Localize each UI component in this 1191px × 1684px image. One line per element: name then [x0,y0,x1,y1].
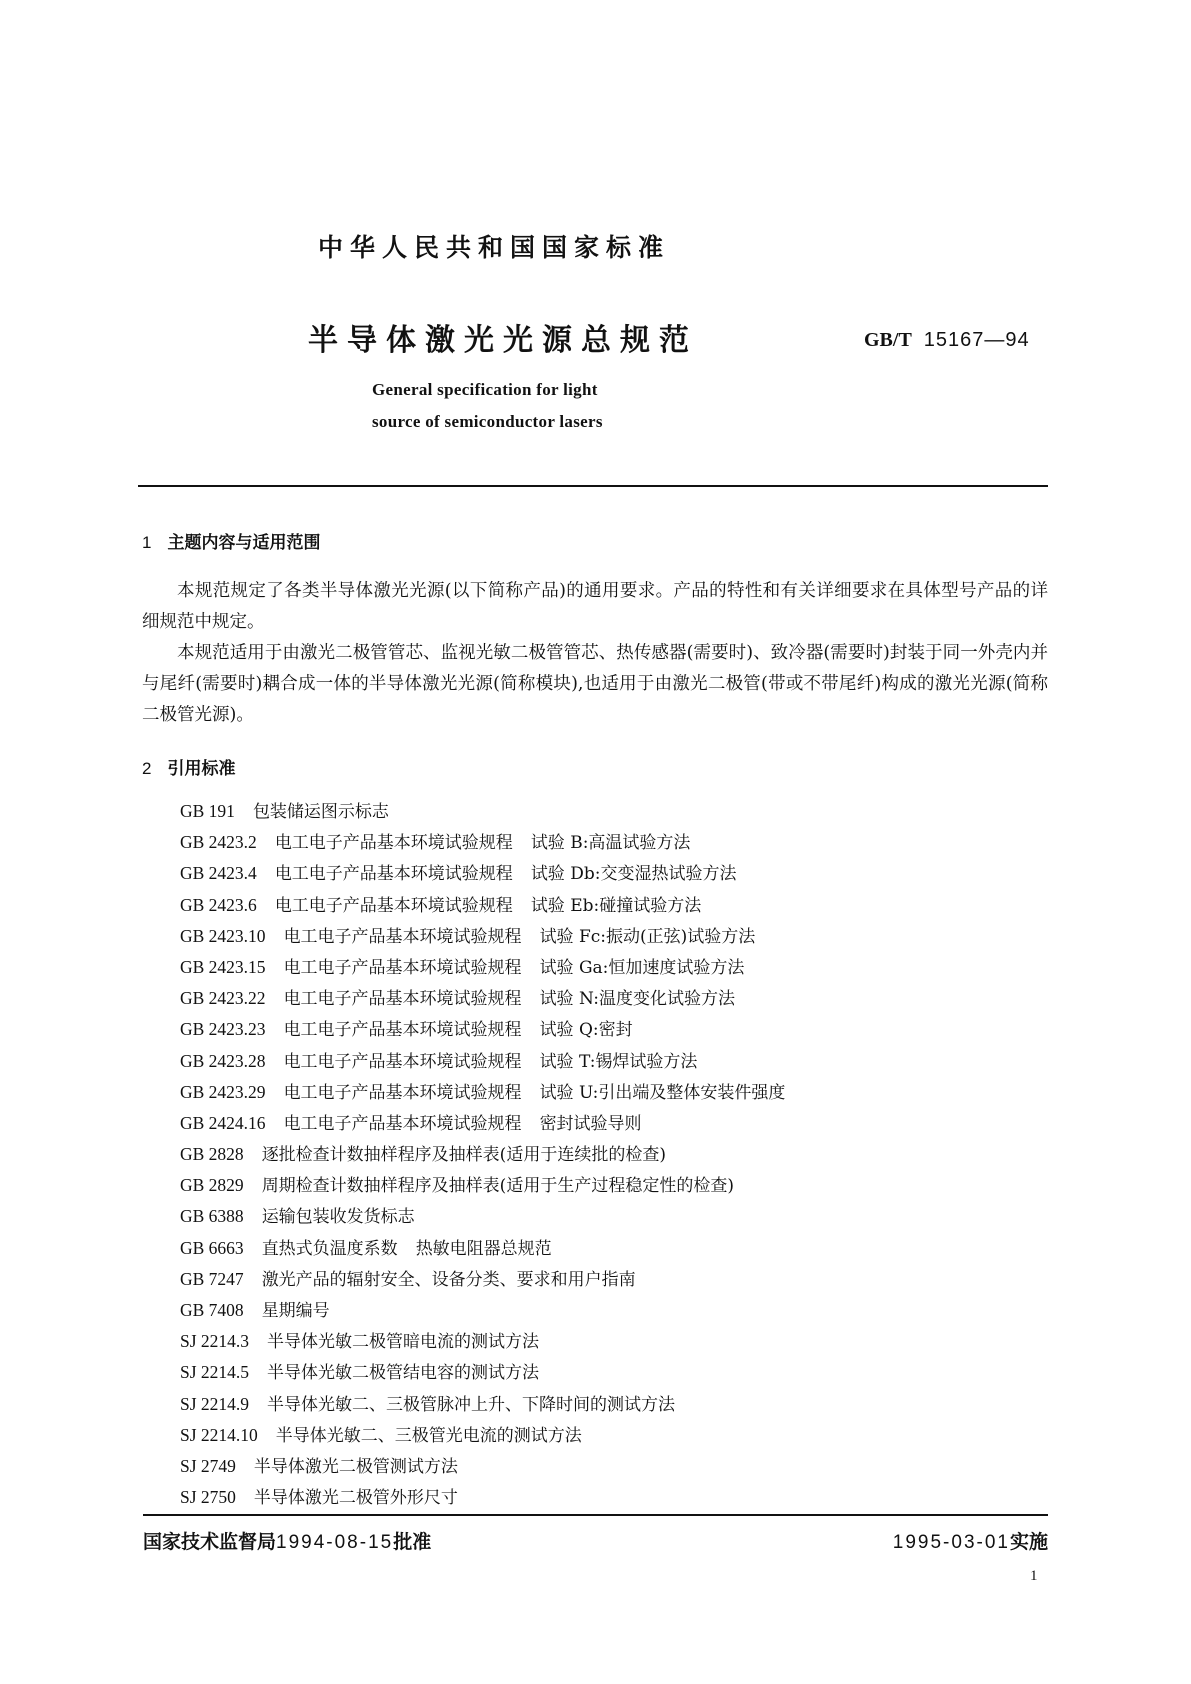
section-title: 引用标准 [167,759,236,779]
reference-title: 电工电子产品基本环境试验规程 [274,864,513,885]
reference-code: GB 2423.29 [180,1081,266,1102]
reference-item [180,1014,785,1045]
reference-title: 运输包装收发货标志 [261,1207,415,1228]
reference-item [180,1264,785,1295]
reference-title: 半导体光敏二、三极管脉冲上升、下降时间的测试方法 [267,1394,676,1415]
reference-subtitle: 试验 N:温度变化试验方法 [539,989,735,1010]
reference-title: 半导体光敏二极管结电容的测试方法 [267,1363,540,1384]
reference-code: SJ 2750 [180,1487,236,1508]
section-1-paragraph-1: 本规范规定了各类半导体激光光源(以下简称产品)的通用要求。产品的特性和有关详细要求在具体型号产品的详细规范中规定。 [142,581,1048,632]
reference-subtitle: 试验 Db:交变湿热试验方法 [530,864,737,885]
reference-code: GB 2423.10 [180,925,266,946]
reference-item [180,1139,785,1170]
reference-code: SJ 2214.3 [180,1331,250,1352]
approval-date: 1994-08-15 [276,1532,394,1553]
reference-title: 电工电子产品基本环境试验规程 [283,1113,522,1134]
reference-item [180,1108,785,1139]
reference-title: 星期编号 [261,1301,330,1321]
reference-code: SJ 2749 [180,1455,236,1476]
section-heading-2 [142,754,235,779]
reference-subtitle: 试验 Ga:恒加速度试验方法 [539,957,745,978]
reference-code: GB 6388 [180,1206,244,1227]
reference-item [180,1170,785,1201]
reference-subtitle: 热敏电阻器总规范 [415,1238,552,1259]
reference-code: GB 6663 [180,1237,244,1258]
reference-item [180,921,785,952]
section-1-paragraph-2: 本规范适用于由激光二极管管芯、监视光敏二极管管芯、热传感器(需要时)、致冷器(需要时)封装于同一外壳内并与尾纤(需要时)耦合成一体的半导体激光光源(简称模块),也适用于由激光二极管(带或不带尾纤)构成的激光光源(简称二极管光源)。 [142,643,1048,725]
reference-title: 半导体激光二极管外形尺寸 [253,1488,458,1509]
reference-item [180,1326,785,1357]
reference-title: 电工电子产品基本环境试验规程 [283,1082,522,1103]
section-number: 1 [142,533,152,552]
reference-item [180,1482,785,1513]
reference-code: GB 2423.23 [180,1019,266,1040]
reference-item [180,890,785,921]
reference-title: 电工电子产品基本环境试验规程 [274,833,513,854]
reference-code: SJ 2214.10 [180,1424,258,1445]
reference-title: 电工电子产品基本环境试验规程 [283,957,522,978]
reference-item [180,1420,785,1451]
reference-title: 电工电子产品基本环境试验规程 [283,989,522,1010]
reference-title: 电工电子产品基本环境试验规程 [283,1020,522,1041]
reference-code: GB 2423.6 [180,894,257,915]
reference-item [180,1201,785,1232]
approval-statement [143,1527,431,1554]
reference-title: 半导体激光二极管测试方法 [253,1456,458,1477]
reference-subtitle: 试验 Fc:振动(正弦)试验方法 [539,926,756,947]
reference-code: GB 7408 [180,1300,244,1320]
reference-title: 电工电子产品基本环境试验规程 [274,895,513,916]
reference-title: 电工电子产品基本环境试验规程 [283,1051,522,1072]
reference-title: 电工电子产品基本环境试验规程 [283,926,522,947]
reference-title: 直热式负温度系数 [261,1238,398,1259]
reference-item [180,1451,785,1482]
effective-suffix: 实施 [1009,1531,1048,1553]
reference-code: GB 2423.15 [180,956,266,977]
country-standard-heading: 中华人民共和国国家标准 [318,233,671,262]
reference-code: GB 7247 [180,1268,244,1289]
reference-code: GB 2828 [180,1144,244,1165]
page-number: 1 [1030,1568,1038,1584]
reference-title: 逐批检查计数抽样程序及抽样表(适用于连续批的检查) [261,1145,666,1166]
section-title: 主题内容与适用范围 [167,533,321,553]
reference-item [180,1077,785,1108]
reference-code: SJ 2214.5 [180,1362,250,1383]
standard-number: 15167—94 [923,329,1030,351]
reference-subtitle: 试验 B:高温试验方法 [530,833,691,854]
reference-item [180,1233,785,1264]
reference-code: GB 2424.16 [180,1112,266,1133]
reference-subtitle: 密封试验导则 [539,1113,642,1134]
reference-item [180,796,785,827]
reference-code: GB 2423.22 [180,988,266,1009]
section-heading-1 [142,528,320,553]
reference-title: 半导体光敏二极管暗电流的测试方法 [267,1332,540,1353]
reference-item [180,1046,785,1077]
reference-item [180,952,785,983]
reference-subtitle: 试验 Q:密封 [539,1020,633,1041]
header-divider [138,485,1048,487]
reference-code: GB 2423.28 [180,1050,266,1071]
reference-code: SJ 2214.9 [180,1393,250,1414]
reference-title: 激光产品的辐射安全、设备分类、要求和用户指南 [261,1269,636,1290]
reference-item [180,983,785,1014]
approval-org: 国家技术监督局 [143,1531,277,1553]
footer-divider [143,1514,1048,1516]
reference-code: GB 2423.2 [180,832,257,853]
reference-item [180,1295,785,1326]
reference-title: 半导体光敏二、三极管光电流的测试方法 [275,1425,582,1446]
reference-subtitle: 试验 T:锡焊试验方法 [539,1051,698,1072]
reference-code: GB 2423.4 [180,863,257,884]
english-title-line-2: source of semiconductor lasers [372,412,603,431]
reference-item [180,827,785,858]
english-title-line-1: General specification for light [372,380,598,399]
section-number: 2 [142,759,152,778]
reference-code: GB 191 [180,801,235,821]
standard-prefix: GB/T [864,329,912,351]
effective-statement [893,1527,1048,1554]
reference-subtitle: 试验 Eb:碰撞试验方法 [530,895,702,916]
reference-item [180,858,785,889]
reference-title: 周期检查计数抽样程序及抽样表(适用于生产过程稳定性的检查) [261,1176,734,1197]
reference-code: GB 2829 [180,1175,244,1196]
reference-item [180,1389,785,1420]
reference-subtitle: 试验 U:引出端及整体安装件强度 [539,1082,786,1103]
reference-item [180,1357,785,1388]
reference-list [180,796,785,1513]
reference-title: 包装储运图示标志 [252,802,389,822]
approval-suffix: 批准 [393,1531,432,1553]
effective-date: 1995-03-01 [892,1532,1010,1553]
standard-code [864,327,1030,352]
document-title: 半导体激光光源总规范 [308,323,698,358]
